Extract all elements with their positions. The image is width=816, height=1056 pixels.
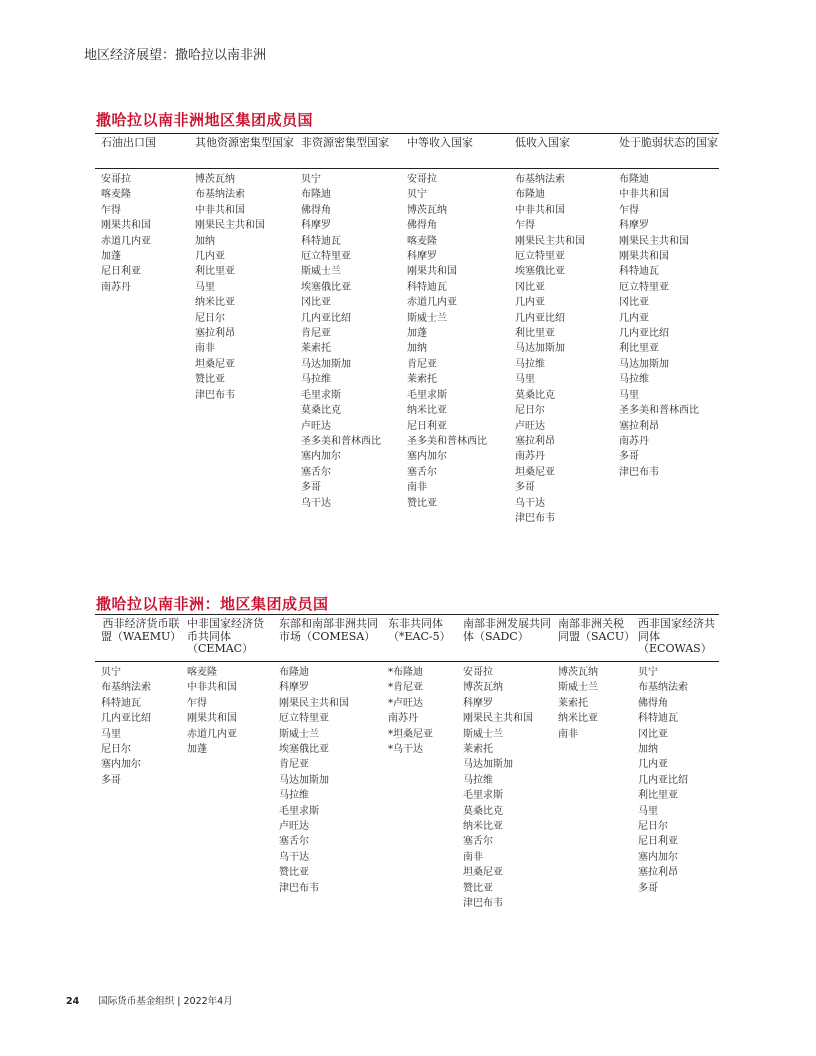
country-item: 南非 [463,851,483,863]
country-item: 几内亚比绍 [515,312,565,324]
country-item: 纳米比亚 [195,297,235,309]
country-item: 圣多美和普林西比 [619,405,699,417]
country-item: 埃塞俄比亚 [515,266,565,278]
country-item: 博茨瓦纳 [463,682,503,694]
country-item: 加蓬 [101,251,121,263]
country-item: 坦桑尼亚 [515,466,555,478]
country-item: 科特迪瓦 [619,266,659,278]
country-item: 刚果民主共和国 [619,235,689,247]
section-title-membership: 撒哈拉以南非洲地区集团成员国 [96,111,314,129]
col-header-sadc: 南部非洲发展共同体（SADC） [457,615,552,662]
country-item: 博茨瓦纳 [558,667,598,678]
country-item: 厄立特里亚 [515,251,565,263]
country-item: 斯威士兰 [407,312,447,324]
country-item: 科摩罗 [463,697,493,709]
col-header-sacu: 南部非洲关税同盟（SACU） [552,615,632,662]
country-item: 科特迪瓦 [301,235,341,247]
country-item: 卢旺达 [279,821,309,833]
country-item: 圣多美和普林西比 [407,435,487,447]
regional-groupings-table [95,614,719,912]
country-item: 塞拉利昂 [638,867,678,879]
page-footer [66,993,233,1007]
country-item: 马里 [195,281,215,293]
country-item: 利比里亚 [638,790,678,802]
col-header-ecowas: 西非国家经济共同体（ECOWAS） [632,615,719,662]
country-item: 津巴布韦 [195,389,235,401]
country-item: 加纳 [407,343,427,355]
col-header-non-resource-intensive: 非资源密集型国家 [295,134,401,169]
country-item: 几内亚 [195,251,225,263]
country-item: 斯威士兰 [301,266,341,278]
country-item: 布基纳法索 [638,682,688,694]
country-item: 多哥 [101,774,121,786]
country-item: 乍得 [187,697,207,709]
country-item: 南非 [195,343,215,355]
country-item: 肯尼亚 [407,358,437,370]
country-item: 佛得角 [301,204,331,216]
running-header: 地区经济展望：撒哈拉以南非洲 [84,48,267,63]
country-item: *布隆迪 [388,667,423,678]
country-item: 科特迪瓦 [407,281,447,293]
country-item: *坦桑尼亚 [388,728,433,740]
country-item: 加蓬 [187,744,207,756]
country-item: 厄立特里亚 [279,713,329,725]
country-item: 莱索托 [558,697,588,709]
country-item: 马达加斯加 [619,358,669,370]
country-item: 马达加斯加 [515,343,565,355]
regional-table-header [95,615,719,662]
country-item: 马里 [619,389,639,401]
country-item: 厄立特里亚 [619,281,669,293]
membership-table [95,133,719,526]
country-item: 科摩罗 [619,220,649,232]
country-item: 布基纳法索 [195,189,245,201]
country-item: 科摩罗 [279,682,309,694]
country-item: 贝宁 [301,174,321,185]
country-item: 莫桑比克 [301,405,341,417]
country-item: 刚果共和国 [187,713,237,725]
country-item: 加纳 [195,235,215,247]
col-header-eac5: 东非共同体（*EAC-5） [382,615,457,662]
country-item: 多哥 [638,882,658,894]
country-item: 安哥拉 [407,174,437,185]
country-item: 利比里亚 [195,266,235,278]
country-item: 莫桑比克 [463,805,503,817]
country-item: 安哥拉 [463,667,493,678]
country-item: 乌干达 [515,497,545,509]
country-item: 布隆迪 [301,189,331,201]
country-item: 南苏丹 [101,281,131,293]
country-item: 马达加斯加 [463,759,513,771]
col-header-fragile-states: 处于脆弱状态的国家 [613,134,719,169]
country-item: 马拉维 [515,358,545,370]
country-item: 中非共和国 [195,204,245,216]
country-item: 埃塞俄比亚 [301,281,351,293]
country-item: 利比里亚 [515,328,555,340]
country-item: 马拉维 [301,374,331,386]
country-item: 几内亚 [515,297,545,309]
country-item: 利比里亚 [619,343,659,355]
country-item: 南苏丹 [515,451,545,463]
country-item: 坦桑尼亚 [195,358,235,370]
country-item: 赤道几内亚 [101,235,151,247]
country-item: 塞拉利昂 [515,435,555,447]
country-item: 南苏丹 [619,435,649,447]
section-title-regional-groupings: 撒哈拉以南非洲：地区集团成员国 [96,595,329,613]
membership-table-header [95,134,719,169]
country-item: 布隆迪 [279,667,309,678]
country-list [295,169,401,527]
country-item: 多哥 [301,482,321,494]
country-item: 尼日尔 [638,821,668,833]
country-item: 几内亚 [638,759,668,771]
country-item: 喀麦隆 [187,667,217,678]
country-list [401,169,509,527]
country-item: 科摩罗 [301,220,331,232]
country-item: 乌干达 [301,497,331,509]
country-item: 冈比亚 [515,281,545,293]
country-item: 津巴布韦 [619,466,659,478]
country-item: 赤道几内亚 [407,297,457,309]
footer-publication: 国际货币基金组织 | 2022年4月 [98,996,233,1007]
country-item: 几内亚比绍 [638,774,688,786]
country-item: 塞拉利昂 [619,420,659,432]
country-item: 博茨瓦纳 [195,174,235,185]
country-item: 布基纳法索 [515,174,565,185]
country-item: 刚果民主共和国 [515,235,585,247]
country-item: 塞舌尔 [301,466,331,478]
col-header-cemac: 中非国家经济货币共同体（CEMAC） [181,615,273,662]
country-item: 佛得角 [638,697,668,709]
country-item: 几内亚 [619,312,649,324]
country-item: 马达加斯加 [279,774,329,786]
country-item: 几内亚比绍 [619,328,669,340]
country-item: 赞比亚 [407,497,437,509]
country-item: 塞舌尔 [279,836,309,848]
country-item: 赤道几内亚 [187,728,237,740]
country-item: 布隆迪 [515,189,545,201]
country-item: 加纳 [638,744,658,756]
country-item: 冈比亚 [619,297,649,309]
country-item: 塞内加尔 [638,851,678,863]
country-item: 圣多美和普林西比 [301,435,381,447]
country-item: 几内亚比绍 [101,713,151,725]
country-list [95,662,181,912]
country-item: 马拉维 [463,774,493,786]
country-item: 中非共和国 [619,189,669,201]
col-header-oil-exporters: 石油出口国 [95,134,189,169]
country-item: 贝宁 [638,667,658,678]
country-item: 几内亚比绍 [301,312,351,324]
country-item: 厄立特里亚 [301,251,351,263]
country-item: 科特迪瓦 [101,697,141,709]
country-item: 南非 [558,728,578,740]
country-item: 莫桑比克 [515,389,555,401]
country-item: *肯尼亚 [388,682,423,694]
country-item: 塞舌尔 [463,836,493,848]
country-item: 南非 [407,482,427,494]
country-item: 塞内加尔 [407,451,447,463]
country-list [273,662,382,912]
country-list [457,662,552,912]
country-item: 贝宁 [407,189,427,201]
country-item: 多哥 [619,451,639,463]
country-list [613,169,719,527]
country-item: 中非共和国 [187,682,237,694]
country-item: 马里 [515,374,535,386]
country-item: 埃塞俄比亚 [279,744,329,756]
country-item: 纳米比亚 [407,405,447,417]
country-item: 刚果共和国 [101,220,151,232]
country-item: 塞拉利昂 [195,328,235,340]
country-item: 尼日利亚 [638,836,678,848]
country-item: 塞内加尔 [301,451,341,463]
country-item: 卢旺达 [301,420,331,432]
country-item: 乍得 [515,220,535,232]
country-item: 马拉维 [619,374,649,386]
country-list [509,169,613,527]
country-item: 加蓬 [407,328,427,340]
country-item: 喀麦隆 [101,189,131,201]
country-list [552,662,632,912]
country-item: 博茨瓦纳 [407,204,447,216]
country-item: 贝宁 [101,667,121,678]
country-item: 赞比亚 [195,374,225,386]
country-item: 毛里求斯 [279,805,319,817]
country-item: *卢旺达 [388,697,423,709]
col-header-low-income: 低收入国家 [509,134,613,169]
country-item: 马里 [638,805,658,817]
country-item: 尼日利亚 [101,266,141,278]
country-item: 尼日尔 [515,405,545,417]
country-item: 喀麦隆 [407,235,437,247]
country-item: 安哥拉 [101,174,131,185]
country-item: 科摩罗 [407,251,437,263]
country-item: 南苏丹 [388,713,418,725]
country-item: 纳米比亚 [558,713,598,725]
country-item: 尼日利亚 [407,420,447,432]
country-item: 毛里求斯 [463,790,503,802]
country-list [181,662,273,912]
country-list [189,169,295,527]
country-item: 刚果共和国 [407,266,457,278]
country-item: 中非共和国 [515,204,565,216]
country-item: 刚果共和国 [619,251,669,263]
country-item: 津巴布韦 [515,512,555,524]
country-list [382,662,457,912]
country-list [95,169,189,527]
country-item: 多哥 [515,482,535,494]
country-item: 卢旺达 [515,420,545,432]
country-item: 科特迪瓦 [638,713,678,725]
page-number: 24 [66,996,80,1007]
country-item: 塞内加尔 [101,759,141,771]
country-item: 塞舌尔 [407,466,437,478]
country-item: 莱索托 [301,343,331,355]
country-item: 马里 [101,728,121,740]
country-item: 布基纳法索 [101,682,151,694]
country-item: 肯尼亚 [301,328,331,340]
country-item: 斯威士兰 [463,728,503,740]
country-item: 乍得 [619,204,639,216]
country-item: 乌干达 [279,851,309,863]
country-item: 刚果民主共和国 [463,713,533,725]
col-header-other-resource-intensive: 其他资源密集型国家 [189,134,295,169]
country-item: 津巴布韦 [279,882,319,894]
country-item: 马达加斯加 [301,358,351,370]
country-item: 马拉维 [279,790,309,802]
country-item: 刚果民主共和国 [279,697,349,709]
country-item: 斯威士兰 [279,728,319,740]
country-item: 肯尼亚 [279,759,309,771]
country-item: 毛里求斯 [407,389,447,401]
country-item: 冈比亚 [638,728,668,740]
country-item: 赞比亚 [463,882,493,894]
col-header-waemu: 西非经济货币联盟（WAEMU） [95,615,181,662]
country-item: 津巴布韦 [463,898,503,910]
country-item: 布隆迪 [619,174,649,185]
col-header-middle-income: 中等收入国家 [401,134,509,169]
country-item: 尼日尔 [101,744,131,756]
country-item: 佛得角 [407,220,437,232]
country-item: 冈比亚 [301,297,331,309]
country-item: 刚果民主共和国 [195,220,265,232]
country-item: 斯威士兰 [558,682,598,694]
country-item: 毛里求斯 [301,389,341,401]
country-item: 乍得 [101,204,121,216]
country-item: 坦桑尼亚 [463,867,503,879]
country-item: 莱索托 [407,374,437,386]
col-header-comesa: 东部和南部非洲共同市场（COMESA） [273,615,382,662]
country-item: *乌干达 [388,744,423,756]
country-item: 尼日尔 [195,312,225,324]
country-list [632,662,719,912]
country-item: 纳米比亚 [463,821,503,833]
country-item: 莱索托 [463,744,493,756]
country-item: 赞比亚 [279,867,309,879]
